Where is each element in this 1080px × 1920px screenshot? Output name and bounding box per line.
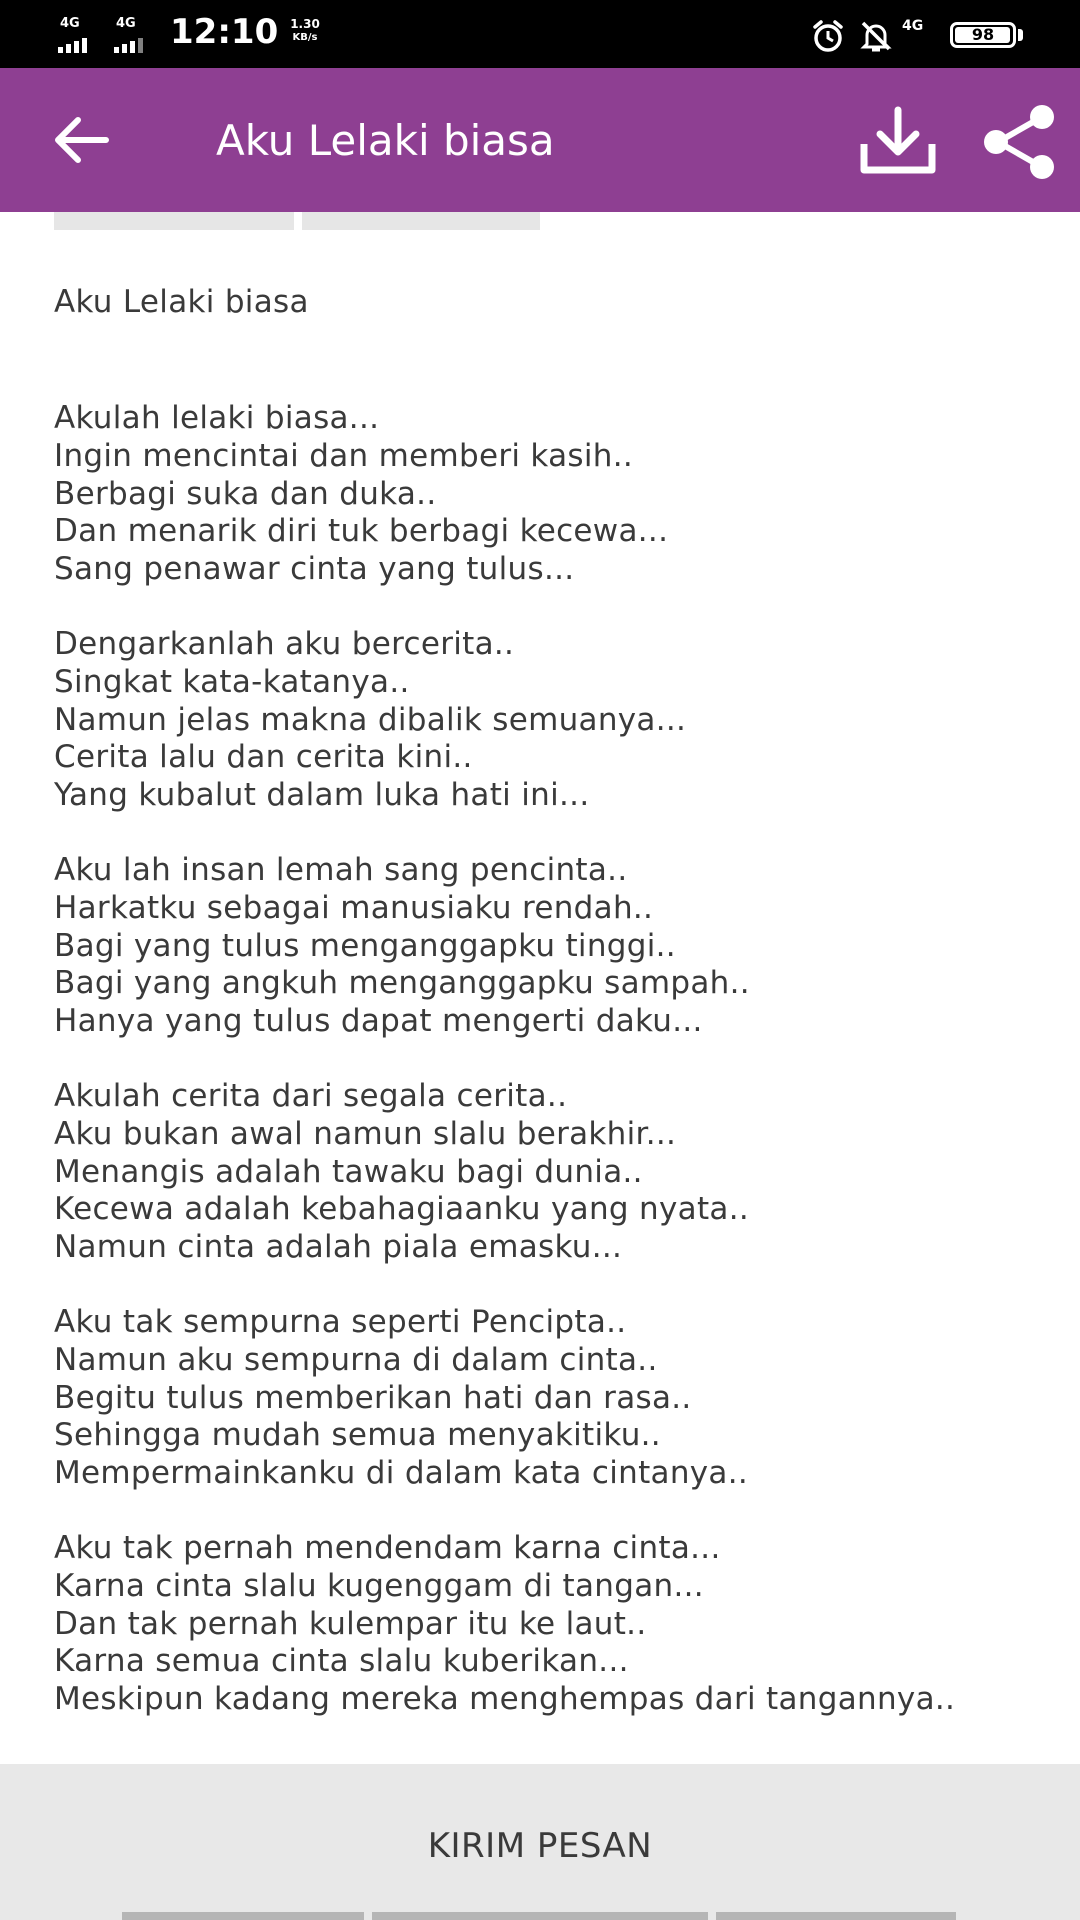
battery-tip bbox=[1018, 29, 1023, 41]
network-type-2: 4G bbox=[116, 16, 136, 31]
poem-line: Menangis adalah tawaku bagi dunia.. bbox=[54, 1153, 643, 1190]
poem-line: Yang kubalut dalam luka hati ini... bbox=[54, 777, 590, 814]
download-button[interactable] bbox=[858, 104, 938, 180]
stanza bbox=[54, 1304, 1064, 1493]
page-title: Aku Lelaki biasa bbox=[216, 116, 555, 165]
poem-title: Aku Lelaki biasa bbox=[54, 284, 309, 320]
stanza bbox=[54, 1078, 1064, 1267]
poem-line: Aku tak sempurna seperti Pencipta.. bbox=[54, 1303, 627, 1340]
speed-unit: KB/s bbox=[292, 32, 318, 43]
signal-icon-2 bbox=[114, 16, 166, 52]
back-button[interactable] bbox=[48, 108, 118, 172]
signal-icon bbox=[58, 16, 110, 52]
poem-line: Harkatku sebagai manusiaku rendah.. bbox=[54, 889, 654, 926]
poem-line: Namun aku sempurna di dalam cinta.. bbox=[54, 1341, 658, 1378]
poem-line: Aku bukan awal namun slalu berakhir... bbox=[54, 1115, 677, 1152]
send-message-button[interactable]: KIRIM PESAN bbox=[427, 1826, 653, 1866]
poem-line: Akulah cerita dari segala cerita.. bbox=[54, 1077, 568, 1114]
clock: 12:10 bbox=[170, 12, 279, 52]
poem-line: Ingin mencintai dan memberi kasih.. bbox=[54, 437, 634, 474]
stanza bbox=[54, 626, 1064, 815]
poem-line: Begitu tulus memberikan hati dan rasa.. bbox=[54, 1379, 692, 1416]
poem-line: Bagi yang tulus menganggapku tinggi.. bbox=[54, 927, 676, 964]
poem-body bbox=[54, 400, 1064, 1756]
stanza bbox=[54, 400, 1064, 589]
speed-value: 1.30 bbox=[290, 17, 320, 31]
poem-line: Singkat kata-katanya.. bbox=[54, 663, 410, 700]
footer-tab[interactable] bbox=[372, 1912, 708, 1920]
share-button[interactable] bbox=[980, 102, 1060, 182]
poem-line: Dengarkanlah aku bercerita.. bbox=[54, 625, 515, 662]
tag-chip[interactable] bbox=[54, 212, 294, 230]
app-bar bbox=[0, 68, 1080, 212]
status-bar bbox=[0, 0, 1080, 68]
battery-level: 98 bbox=[971, 25, 995, 44]
tag-chip[interactable] bbox=[302, 212, 540, 230]
share-icon bbox=[980, 102, 1060, 182]
stanza bbox=[54, 1530, 1064, 1719]
battery-icon bbox=[950, 22, 1016, 48]
network-speed bbox=[280, 17, 330, 45]
stanza bbox=[54, 852, 1064, 1041]
poem-line: Mempermainkanku di dalam kata cintanya.. bbox=[54, 1455, 749, 1492]
footer-tab[interactable] bbox=[122, 1912, 364, 1920]
poem-line: Aku lah insan lemah sang pencinta.. bbox=[54, 851, 628, 888]
poem-line: Kecewa adalah kebahagiaanku yang nyata.. bbox=[54, 1191, 749, 1228]
back-arrow-icon bbox=[48, 108, 118, 172]
poem-line: Bagi yang angkuh menganggapku sampah.. bbox=[54, 965, 750, 1002]
poem-line: Dan menarik diri tuk berbagi kecewa... bbox=[54, 513, 669, 550]
poem-line: Namun jelas makna dibalik semuanya... bbox=[54, 701, 687, 738]
network-type-right: 4G bbox=[902, 18, 924, 34]
alarm-icon bbox=[810, 18, 846, 54]
network-type-1: 4G bbox=[60, 16, 80, 31]
footer-tab[interactable] bbox=[716, 1912, 956, 1920]
poem-line: Sang penawar cinta yang tulus... bbox=[54, 551, 575, 588]
poem-line: Aku tak pernah mendendam karna cinta... bbox=[54, 1529, 721, 1566]
poem-line: Karna cinta slalu kugenggam di tangan... bbox=[54, 1567, 704, 1604]
poem-line: Dan tak pernah kulempar itu ke laut.. bbox=[54, 1605, 647, 1642]
poem-line: Namun cinta adalah piala emasku... bbox=[54, 1229, 623, 1266]
download-icon bbox=[858, 104, 938, 180]
poem-line: Meskipun kadang mereka menghempas dari tangannya.. bbox=[54, 1681, 956, 1718]
poem-line: Akulah lelaki biasa... bbox=[54, 400, 380, 436]
bell-off-icon bbox=[858, 18, 894, 54]
poem-line: Cerita lalu dan cerita kini.. bbox=[54, 739, 473, 776]
poem-line: Sehingga mudah semua menyakitiku.. bbox=[54, 1417, 661, 1454]
poem-line: Karna semua cinta slalu kuberikan... bbox=[54, 1643, 629, 1680]
poem-line: Hanya yang tulus dapat mengerti daku... bbox=[54, 1003, 703, 1040]
footer bbox=[0, 1764, 1080, 1920]
poem-line: Berbagi suka dan duka.. bbox=[54, 475, 437, 512]
